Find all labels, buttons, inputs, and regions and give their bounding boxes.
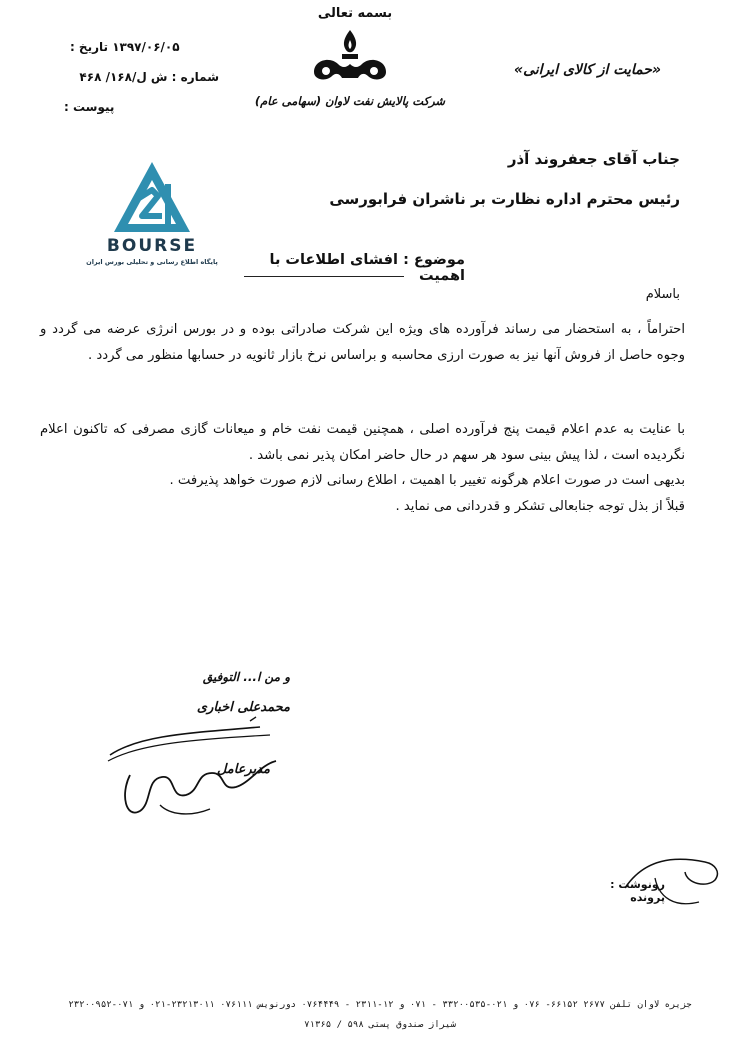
company-name: شرکت پالایش نفت لاوان (سهامی عام): [254, 94, 446, 108]
letter-number: [64, 70, 219, 84]
bismillah-heading: بسمه تعالی: [317, 6, 393, 21]
subject-text: افشای اطلاعات با اهمیت: [269, 252, 465, 284]
letter-date: [64, 40, 219, 54]
footer-address: شیراز صندوق پستی ۵۹۸ / ۷۱۳۶۵: [304, 1020, 456, 1030]
cc-line: رونوشت : پرونده: [610, 878, 665, 904]
signer-name: محمدعلی اخباری: [196, 700, 290, 715]
slogan-text: «حمایت از کالای ایرانی»: [514, 62, 661, 78]
bourse-triangle-icon: [112, 160, 192, 234]
signer-role: مدیرعامل: [216, 762, 270, 777]
recipient-title: رئیس محترم اداره نظارت بر ناشران فرابورسی: [329, 190, 680, 208]
footer-contact: جزیره لاوان تلفن ۲۶۷۷ ۶۶۱۵۲- ۰۷۶ و ۰۲۱-۳۳۲۰۰۵۳۵ - ۰۷۱ و ۱۲-۲۳۱۱ - ۰۷۶۴۴۴۹ دورنویس ۰۷۶۱۱۱ ۲۳۲۱۳۰۱۱-۰۲۱ و ۰۷۱-۲۳۲۰۰۹۵۲: [68, 1000, 692, 1010]
lavan-refinery-logo-icon: [300, 26, 400, 86]
subject-underline: [244, 276, 404, 277]
body-paragraph-2: با عنایت به عدم اعلام قیمت پنج فرآورده اصلی ، همچنین قیمت نفت خام و میعانات گازی مصرفی که تاکنون اعلام نگردیده است ، لذا پیش بینی سود هر سهم در حال حاضر امکان پذیر نمی باشد .: [40, 422, 685, 463]
bourse-subtitle: پایگاه اطلاع رسانی و تحلیلی بورس ایران: [86, 258, 218, 266]
date-value: ۱۳۹۷/۰۶/۰۵: [112, 40, 180, 54]
body-paragraph-3: بدیهی است در صورت اعلام هرگونه تغییر با اهمیت ، اطلاع رسانی لازم صورت خواهد پذیرفت .: [169, 473, 685, 488]
attachment-label: پیوست :: [64, 100, 115, 114]
closing-phrase: و من ا... التوفیق: [202, 670, 290, 684]
bourse24-logo: [86, 152, 218, 282]
initials-signature-icon: [615, 848, 725, 918]
recipient-name: جناب آقای جعفروند آذر: [507, 150, 680, 168]
subject-line: [240, 252, 465, 284]
bourse-wordmark: BOURSE: [106, 236, 198, 256]
body-paragraph-4: قبلاً از بذل توجه جنابعالی تشکر و قدردانی می نماید .: [395, 499, 685, 514]
number-label: شماره :: [171, 70, 219, 84]
subject-label: موضوع :: [403, 252, 465, 268]
body-paragraph-1: احتراماً ، به استحضار می رساند فرآورده های ویژه این شرکت صادراتی بوده و در بورس انرژی عرضه می گردد و وجوه حاصل از فروش آنها نیز به صورت ارزی محاسبه و براساس نرخ بازار ثانویه در حسابها منظور می گردد .: [40, 322, 685, 363]
greeting: باسلام: [645, 287, 680, 302]
date-label: تاریخ :: [69, 40, 108, 54]
letter-attachment: [64, 100, 219, 114]
number-value: ش ل/۱۶۸/ ۴۶۸: [79, 70, 168, 84]
